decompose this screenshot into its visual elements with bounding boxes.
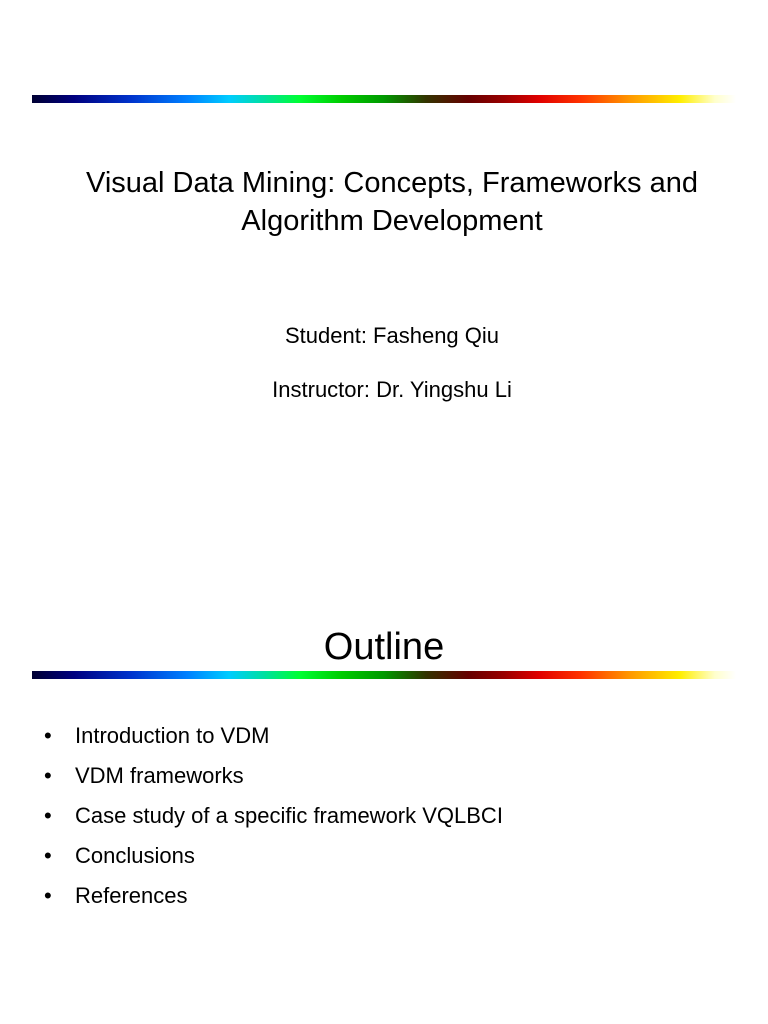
- outline-item: [40, 756, 730, 796]
- outline-item-label: Conclusions: [75, 843, 195, 868]
- outline-item: [40, 716, 730, 756]
- outline-item-label: Introduction to VDM: [75, 723, 270, 748]
- student-name: Student: Fasheng Qiu: [284, 323, 500, 348]
- rainbow-divider: [32, 671, 736, 679]
- bullet-icon: •: [44, 883, 52, 908]
- slide-title-line: Algorithm Development: [241, 205, 543, 237]
- outline-item: [40, 796, 730, 836]
- bullet-icon: •: [44, 763, 52, 788]
- outline-item: [40, 836, 730, 876]
- bullet-icon: •: [44, 803, 52, 828]
- rainbow-divider: [32, 95, 736, 103]
- instructor-name: Instructor: Dr. Yingshu Li: [272, 377, 512, 402]
- outline-item-label: Case study of a specific framework VQLBCI: [75, 803, 503, 828]
- outline-list: [40, 716, 730, 916]
- slide-title: [40, 164, 744, 240]
- bullet-icon: •: [44, 843, 52, 868]
- slide-title-line: Visual Data Mining: Concepts, Frameworks and: [86, 167, 698, 199]
- outline-item-label: VDM frameworks: [75, 763, 244, 788]
- bullet-icon: •: [44, 723, 52, 748]
- outline-title: Outline: [323, 626, 445, 668]
- outline-slide: [0, 576, 768, 1024]
- outline-item-label: References: [75, 883, 188, 908]
- outline-item: [40, 876, 730, 916]
